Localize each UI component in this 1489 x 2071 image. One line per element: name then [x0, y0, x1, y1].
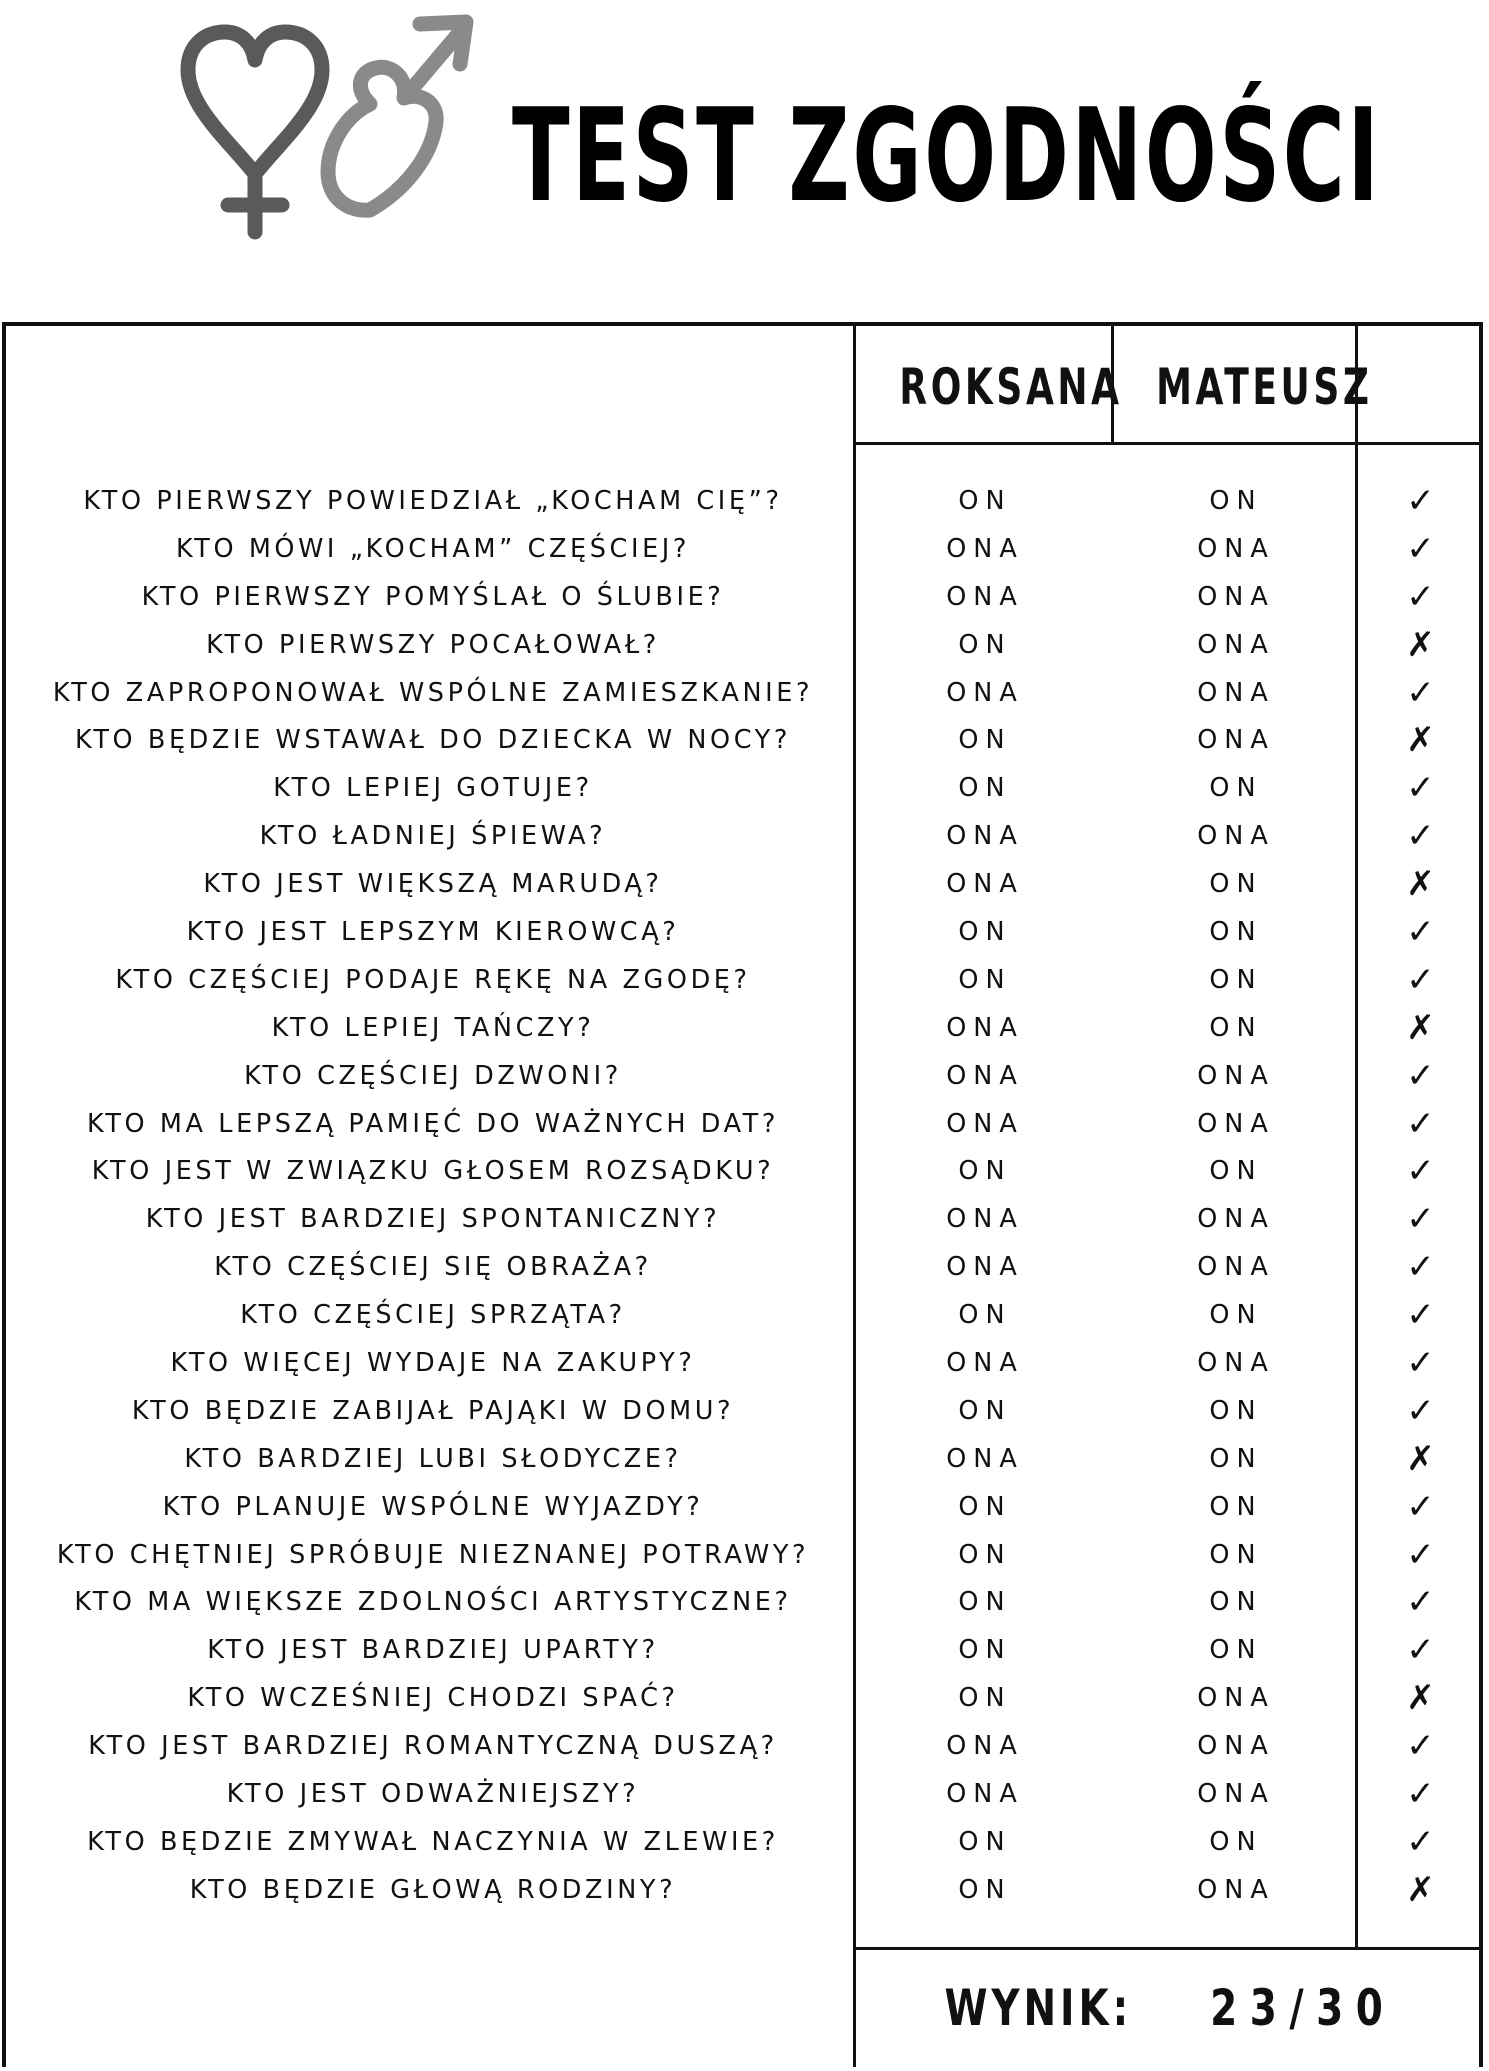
match-mark: ✓ — [1406, 1821, 1435, 1862]
question-text: KTO BĘDZIE ZABIJAŁ PAJĄKI W DOMU? — [131, 1395, 735, 1426]
answer-person1: ONA — [946, 1252, 1024, 1283]
match-mark: ✓ — [1406, 1199, 1435, 1240]
match-mark: ✓ — [1406, 1055, 1435, 1096]
answer-person2: ONA — [1197, 725, 1275, 756]
answer-person2: ON — [1209, 1635, 1263, 1666]
match-mark: ✓ — [1406, 576, 1435, 617]
answer-person1: ONA — [946, 1204, 1024, 1235]
answer-person1: ON — [958, 1826, 1012, 1857]
answer-person1: ONA — [946, 1731, 1024, 1762]
table-row — [0, 1771, 1489, 1819]
table-row — [0, 1579, 1489, 1627]
table-row — [0, 622, 1489, 670]
question-text: KTO CZĘŚCIEJ SIĘ OBRAŻA? — [214, 1252, 652, 1283]
table-row — [0, 909, 1489, 957]
answer-person2: ON — [1209, 964, 1263, 995]
answer-person2: ON — [1209, 1539, 1263, 1570]
question-text: KTO LEPIEJ GOTUJE? — [273, 773, 593, 804]
table-row — [0, 526, 1489, 574]
table-row — [0, 1484, 1489, 1532]
table-row — [0, 1819, 1489, 1867]
answer-person1: ON — [958, 1300, 1012, 1331]
answer-person2: ON — [1209, 1491, 1263, 1522]
answer-person2: ONA — [1197, 821, 1275, 852]
table-row — [0, 1005, 1489, 1053]
question-text: KTO ZAPROPONOWAŁ WSPÓLNE ZAMIESZKANIE? — [52, 677, 814, 708]
table-row — [0, 1196, 1489, 1244]
question-text: KTO PIERWSZY POCAŁOWAŁ? — [206, 629, 660, 660]
question-text: KTO PIERWSZY POMYŚLAŁ O ŚLUBIE? — [141, 581, 725, 612]
question-text: KTO MÓWI „KOCHAM” CZĘŚCIEJ? — [175, 533, 691, 564]
answer-person1: ONA — [946, 533, 1024, 564]
answer-person1: ONA — [946, 677, 1024, 708]
answer-person1: ON — [958, 1539, 1012, 1570]
column-header-person2: MATEUSZ — [1156, 358, 1373, 416]
answer-person2: ONA — [1197, 1779, 1275, 1810]
match-mark: ✓ — [1406, 1486, 1435, 1527]
table-row — [0, 1388, 1489, 1436]
answer-person2: ON — [1209, 1443, 1263, 1474]
table-row — [0, 1148, 1489, 1196]
answer-person2: ONA — [1197, 1204, 1275, 1235]
answer-person1: ONA — [946, 821, 1024, 852]
venus-heart-icon — [188, 32, 322, 232]
match-mark: ✓ — [1406, 1774, 1435, 1815]
question-text: KTO BĘDZIE ZMYWAŁ NACZYNIA W ZLEWIE? — [87, 1826, 779, 1857]
match-mark: ✓ — [1406, 1534, 1435, 1575]
table-row — [0, 861, 1489, 909]
answer-person1: ONA — [946, 1348, 1024, 1379]
question-text: KTO BĘDZIE GŁOWĄ RODZINY? — [189, 1874, 677, 1905]
table-row — [0, 957, 1489, 1005]
match-mark: ✗ — [1406, 624, 1435, 665]
answer-person2: ON — [1209, 1156, 1263, 1187]
match-mark: ✓ — [1406, 1726, 1435, 1767]
match-mark: ✗ — [1406, 1007, 1435, 1048]
answer-person2: ONA — [1197, 1874, 1275, 1905]
answer-person2: ONA — [1197, 1731, 1275, 1762]
table-row — [0, 478, 1489, 526]
answer-person2: ON — [1209, 1826, 1263, 1857]
question-text: KTO JEST WIĘKSZĄ MARUDĄ? — [203, 869, 663, 900]
table-row — [0, 1675, 1489, 1723]
table-row — [0, 1244, 1489, 1292]
question-list — [0, 478, 1489, 1915]
table-row — [0, 1053, 1489, 1101]
result-label: WYNIK: — [943, 1979, 1132, 2037]
answer-person2: ONA — [1197, 1060, 1275, 1091]
question-text: KTO MA LEPSZĄ PAMIĘĆ DO WAŻNYCH DAT? — [87, 1108, 779, 1139]
match-mark: ✓ — [1406, 816, 1435, 857]
match-mark: ✓ — [1406, 912, 1435, 953]
answer-person2: ONA — [1197, 1683, 1275, 1714]
match-mark: ✓ — [1406, 768, 1435, 809]
table-row — [0, 765, 1489, 813]
match-mark: ✓ — [1406, 481, 1435, 521]
match-mark: ✓ — [1406, 1343, 1435, 1384]
match-mark: ✓ — [1406, 1630, 1435, 1671]
table-row — [0, 1627, 1489, 1675]
answer-person2: ONA — [1197, 677, 1275, 708]
answer-person2: ONA — [1197, 533, 1275, 564]
question-text: KTO BĘDZIE WSTAWAŁ DO DZIECKA W NOCY? — [74, 725, 791, 756]
question-text: KTO CZĘŚCIEJ SPRZĄTA? — [240, 1300, 626, 1331]
table-row — [0, 1723, 1489, 1771]
question-text: KTO CZĘŚCIEJ DZWONI? — [244, 1060, 622, 1091]
answer-person1: ON — [958, 1587, 1012, 1618]
answer-person2: ON — [1209, 1395, 1263, 1426]
answer-person2: ONA — [1197, 1348, 1275, 1379]
question-text: KTO JEST W ZWIĄZKU GŁOSEM ROZSĄDKU? — [91, 1156, 775, 1187]
answer-person1: ONA — [946, 1060, 1024, 1091]
question-text: KTO JEST ODWAŻNIEJSZY? — [226, 1779, 640, 1810]
answer-person2: ONA — [1197, 1108, 1275, 1139]
answer-person2: ON — [1209, 773, 1263, 804]
answer-person2: ONA — [1197, 1252, 1275, 1283]
match-mark: ✗ — [1406, 864, 1435, 905]
match-mark: ✗ — [1406, 720, 1435, 761]
match-mark: ✗ — [1406, 1869, 1435, 1910]
match-mark: ✗ — [1406, 1438, 1435, 1479]
answer-person1: ON — [958, 964, 1012, 995]
answer-person1: ONA — [946, 869, 1024, 900]
mars-heart-icon — [328, 22, 466, 210]
question-text: KTO PIERWSZY POWIEDZIAŁ „KOCHAM CIĘ”? — [83, 486, 783, 516]
match-mark: ✓ — [1406, 1103, 1435, 1144]
question-text: KTO MA WIĘKSZE ZDOLNOŚCI ARTYSTYCZNE? — [74, 1587, 792, 1618]
match-mark: ✓ — [1406, 528, 1435, 569]
answer-person2: ON — [1209, 917, 1263, 948]
table-row — [0, 1101, 1489, 1149]
question-text: KTO WIĘCEJ WYDAJE NA ZAKUPY? — [170, 1348, 696, 1379]
table-row — [0, 1436, 1489, 1484]
question-text: KTO JEST BARDZIEJ SPONTANICZNY? — [145, 1204, 721, 1235]
result-value: 23/30 — [1210, 1979, 1396, 2037]
answer-person1: ON — [958, 486, 1012, 516]
answer-person2: ON — [1209, 1587, 1263, 1618]
match-mark: ✓ — [1406, 1390, 1435, 1431]
table-row — [0, 1867, 1489, 1915]
answer-person1: ONA — [946, 1108, 1024, 1139]
answer-person1: ONA — [946, 1779, 1024, 1810]
answer-person1: ON — [958, 1874, 1012, 1905]
answer-person1: ON — [958, 1683, 1012, 1714]
question-text: KTO JEST BARDZIEJ UPARTY? — [207, 1635, 659, 1666]
answer-person2: ON — [1209, 486, 1263, 516]
result — [856, 1950, 1483, 2067]
header — [0, 0, 1489, 300]
answer-person2: ONA — [1197, 629, 1275, 660]
answer-person1: ON — [958, 1156, 1012, 1187]
answer-person1: ON — [958, 629, 1012, 660]
table-row — [0, 813, 1489, 861]
question-text: KTO PLANUJE WSPÓLNE WYJAZDY? — [162, 1491, 704, 1522]
answer-person1: ONA — [946, 581, 1024, 612]
question-text: KTO WCZEŚNIEJ CHODZI SPAĆ? — [187, 1683, 679, 1714]
match-mark: ✓ — [1406, 959, 1435, 1000]
match-mark: ✗ — [1406, 1678, 1435, 1719]
answer-person1: ON — [958, 917, 1012, 948]
question-text: KTO CHĘTNIEJ SPRÓBUJE NIEZNANEJ POTRAWY? — [56, 1539, 810, 1570]
question-text: KTO CZĘŚCIEJ PODAJE RĘKĘ NA ZGODĘ? — [115, 964, 751, 995]
answer-person1: ON — [958, 1395, 1012, 1426]
table-row — [0, 1292, 1489, 1340]
question-text: KTO BARDZIEJ LUBI SŁODYCZE? — [184, 1443, 682, 1474]
answer-person2: ON — [1209, 1012, 1263, 1043]
question-text: KTO JEST LEPSZYM KIEROWCĄ? — [186, 917, 680, 948]
answer-person1: ON — [958, 1635, 1012, 1666]
table-row — [0, 670, 1489, 718]
match-mark: ✓ — [1406, 672, 1435, 713]
question-text: KTO LEPIEJ TAŃCZY? — [271, 1012, 595, 1043]
match-mark: ✓ — [1406, 1247, 1435, 1288]
answer-person1: ONA — [946, 1443, 1024, 1474]
match-mark: ✓ — [1406, 1295, 1435, 1336]
logo — [170, 2, 490, 242]
table-row — [0, 717, 1489, 765]
answer-person1: ONA — [946, 1012, 1024, 1043]
match-mark: ✓ — [1406, 1151, 1435, 1192]
page-title: TEST ZGODNOŚCI — [512, 82, 1382, 231]
answer-person2: ONA — [1197, 581, 1275, 612]
question-text: KTO JEST BARDZIEJ ROMANTYCZNĄ DUSZĄ? — [88, 1731, 778, 1762]
table-row — [0, 574, 1489, 622]
table-row — [0, 1532, 1489, 1580]
answer-person1: ON — [958, 1491, 1012, 1522]
answer-person1: ON — [958, 725, 1012, 756]
question-text: KTO ŁADNIEJ ŚPIEWA? — [259, 821, 607, 852]
answer-person2: ON — [1209, 1300, 1263, 1331]
match-mark: ✓ — [1406, 1582, 1435, 1623]
answer-person2: ON — [1209, 869, 1263, 900]
answer-person1: ON — [958, 773, 1012, 804]
column-header-person1: ROKSANA — [899, 358, 1123, 416]
table-row — [0, 1340, 1489, 1388]
